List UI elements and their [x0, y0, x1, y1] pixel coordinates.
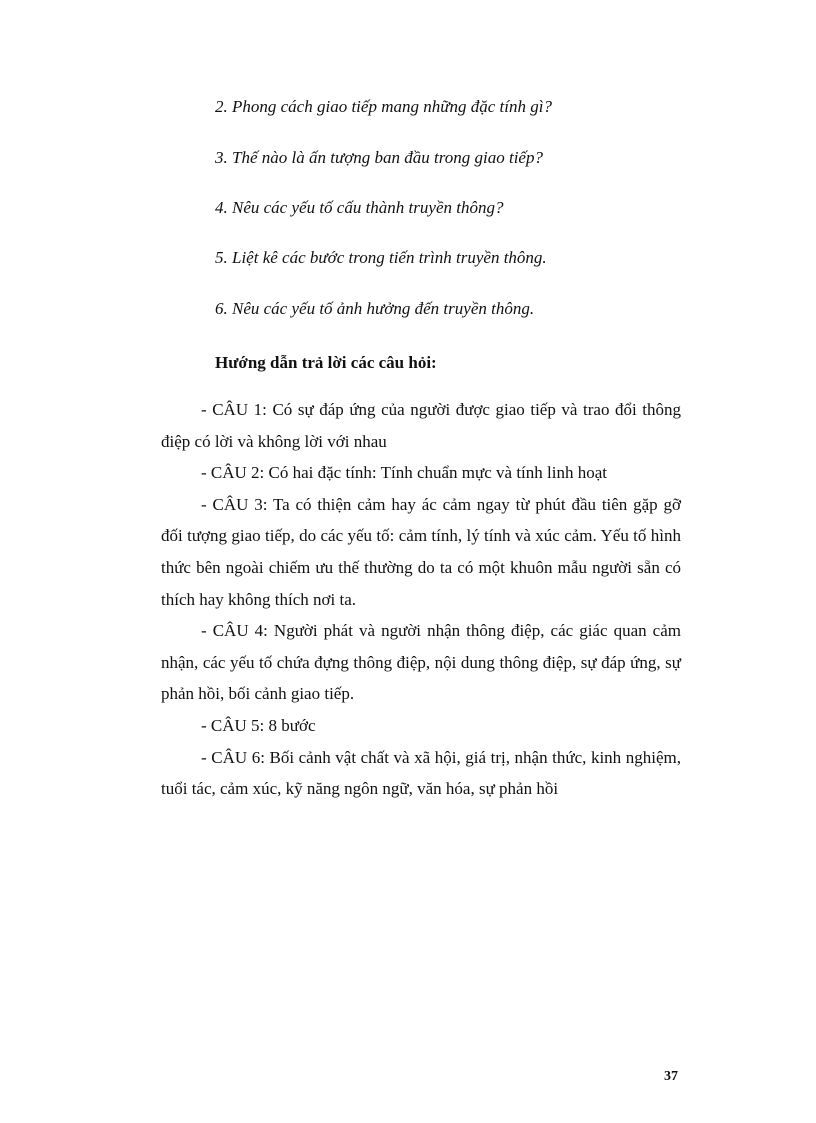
question-5: 5. Liệt kê các bước trong tiến trình truyền thông.: [215, 248, 547, 267]
answers-heading: Hướng dẫn trả lời các câu hỏi:: [215, 353, 437, 372]
answer-3: - CÂU 3: Ta có thiện cảm hay ác cảm ngay từ phút đầu tiên gặp gỡ đối tượng giao tiếp, do các yếu tố: cảm tính, lý tính và xúc cảm. Yếu tố hình thức bên ngoài chiếm ưu thế thường do ta có một khuôn mẫu người sẵn có thích hay không thích nơi ta.: [161, 494, 681, 609]
question-4: 4. Nêu các yếu tố cấu thành truyền thông?: [215, 198, 504, 217]
question-3: 3. Thế nào là ấn tượng ban đầu trong giao tiếp?: [215, 148, 543, 167]
question-2: 2. Phong cách giao tiếp mang những đặc tính gì?: [215, 97, 552, 116]
answer-6: - CÂU 6: Bối cảnh vật chất và xã hội, giá trị, nhận thức, kinh nghiệm, tuổi tác, cảm xúc, kỹ năng ngôn ngữ, văn hóa, sự phản hồi: [161, 747, 681, 799]
question-6: 6. Nêu các yếu tố ảnh hưởng đến truyền thông.: [215, 299, 535, 318]
answers-list: [161, 394, 681, 805]
answer-4: - CÂU 4: Người phát và người nhận thông điệp, các giác quan cảm nhận, các yếu tố chứa đựng thông điệp, nội dung thông điệp, sự đáp ứng, sự phản hồi, bối cảnh giao tiếp.: [161, 621, 681, 704]
answer-5: - CÂU 5: 8 bước: [201, 715, 316, 735]
answer-2: - CÂU 2: Có hai đặc tính: Tính chuẩn mực và tính linh hoạt: [201, 463, 607, 483]
page-number: 37: [664, 1069, 678, 1084]
answer-1: - CÂU 1: Có sự đáp ứng của người được giao tiếp và trao đổi thông điệp có lời và không lời với nhau: [161, 400, 681, 451]
